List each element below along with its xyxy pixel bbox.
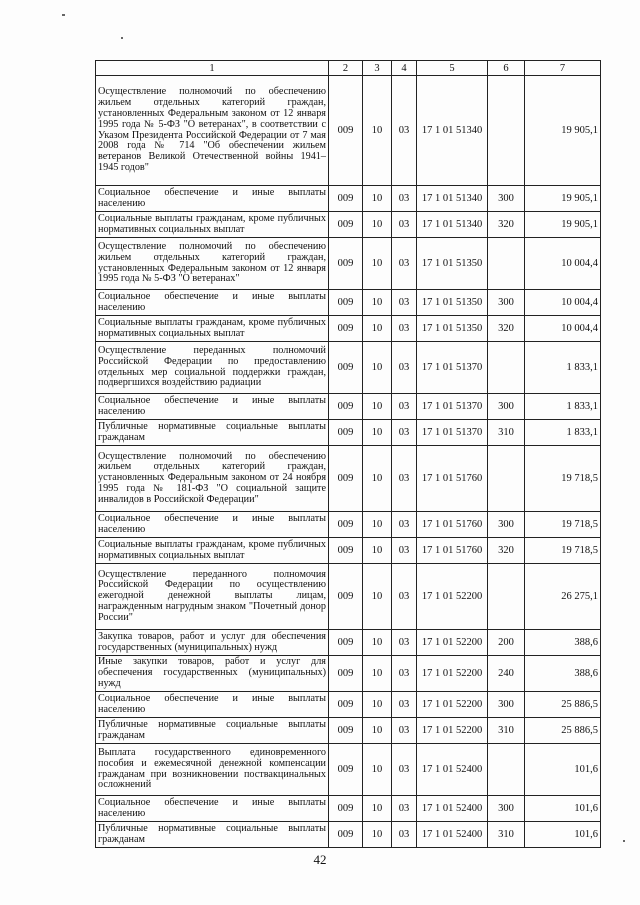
scan-speck [121, 37, 123, 39]
subsection-code: 03 [392, 796, 417, 822]
ministry-code: 009 [329, 656, 363, 692]
target-article-code: 17 1 01 51350 [417, 238, 488, 290]
table-row [96, 238, 601, 290]
ministry-code: 009 [329, 564, 363, 630]
section-code: 10 [363, 316, 392, 342]
target-article-code: 17 1 01 51340 [417, 76, 488, 186]
subsection-code: 03 [392, 76, 417, 186]
expense-type-code: 300 [488, 512, 525, 538]
subsection-code: 03 [392, 718, 417, 744]
ministry-code: 009 [329, 186, 363, 212]
ministry-code: 009 [329, 212, 363, 238]
expense-type-code: 300 [488, 796, 525, 822]
subsection-code: 03 [392, 420, 417, 446]
ministry-code: 009 [329, 394, 363, 420]
section-code: 10 [363, 238, 392, 290]
amount: 101,6 [525, 744, 601, 796]
ministry-code: 009 [329, 796, 363, 822]
subsection-code: 03 [392, 822, 417, 848]
amount: 101,6 [525, 796, 601, 822]
expense-type-code [488, 446, 525, 512]
row-description: Социальные выплаты гражданам, кроме публичных нормативных социальных выплат [96, 212, 329, 238]
table-row [96, 512, 601, 538]
expense-type-code: 320 [488, 538, 525, 564]
ministry-code: 009 [329, 822, 363, 848]
ministry-code: 009 [329, 538, 363, 564]
table-row [96, 212, 601, 238]
target-article-code: 17 1 01 52400 [417, 796, 488, 822]
section-code: 10 [363, 212, 392, 238]
section-code: 10 [363, 394, 392, 420]
row-description: Публичные нормативные социальные выплаты гражданам [96, 718, 329, 744]
amount: 388,6 [525, 656, 601, 692]
amount: 1 833,1 [525, 420, 601, 446]
row-description: Осуществление переданных полномочий Российской Федерации по предоставлению отдельных мер социальной поддержки граждан, подвергшихся воздействию радиации [96, 342, 329, 394]
amount: 10 004,4 [525, 238, 601, 290]
ministry-code: 009 [329, 76, 363, 186]
section-code: 10 [363, 630, 392, 656]
row-description: Публичные нормативные социальные выплаты гражданам [96, 822, 329, 848]
row-description: Социальное обеспечение и иные выплаты населению [96, 512, 329, 538]
table-row [96, 796, 601, 822]
expense-type-code: 320 [488, 212, 525, 238]
section-code: 10 [363, 692, 392, 718]
row-description: Социальное обеспечение и иные выплаты населению [96, 186, 329, 212]
section-code: 10 [363, 718, 392, 744]
target-article-code: 17 1 01 51350 [417, 316, 488, 342]
table-row [96, 744, 601, 796]
header-row [96, 61, 601, 76]
subsection-code: 03 [392, 186, 417, 212]
ministry-code: 009 [329, 718, 363, 744]
table-row [96, 538, 601, 564]
ministry-code: 009 [329, 630, 363, 656]
ministry-code: 009 [329, 512, 363, 538]
expense-type-code: 300 [488, 290, 525, 316]
ministry-code: 009 [329, 744, 363, 796]
amount: 10 004,4 [525, 316, 601, 342]
subsection-code: 03 [392, 212, 417, 238]
section-code: 10 [363, 656, 392, 692]
table-row [96, 76, 601, 186]
row-description: Осуществление полномочий по обеспечению жильем отдельных категорий граждан, установленных Федеральным законом от 12 января 1995 года № 5-ФЗ "О ветеранах", в соответствии с Указом Президента Российской Федерации от 7 мая 2008 года № 714 "Об обеспечении жильем ветеранов Великой Отечественной войны 1941–1945 годов" [96, 76, 329, 186]
target-article-code: 17 1 01 52200 [417, 718, 488, 744]
subsection-code: 03 [392, 342, 417, 394]
amount: 19 905,1 [525, 212, 601, 238]
expense-type-code: 320 [488, 316, 525, 342]
row-description: Закупка товаров, работ и услуг для обеспечения государственных (муниципальных) нужд [96, 630, 329, 656]
amount: 10 004,4 [525, 290, 601, 316]
row-description: Социальное обеспечение и иные выплаты населению [96, 796, 329, 822]
amount: 25 886,5 [525, 692, 601, 718]
expense-type-code: 200 [488, 630, 525, 656]
table-row [96, 186, 601, 212]
row-description: Осуществление полномочий по обеспечению жильем отдельных категорий граждан, установленных Федеральным законом от 24 ноября 1995 года № 181-ФЗ "О социальной защите инвалидов в Российской Федерации" [96, 446, 329, 512]
row-description: Осуществление переданного полномочия Российской Федерации по осуществлению ежегодной денежной выплаты лицам, награжденным нагрудным знаком "Почетный донор России" [96, 564, 329, 630]
expense-type-code: 300 [488, 692, 525, 718]
section-code: 10 [363, 290, 392, 316]
scan-speck [623, 840, 625, 842]
amount: 1 833,1 [525, 394, 601, 420]
section-code: 10 [363, 76, 392, 186]
expense-type-code: 310 [488, 822, 525, 848]
subsection-code: 03 [392, 446, 417, 512]
ministry-code: 009 [329, 342, 363, 394]
section-code: 10 [363, 512, 392, 538]
amount: 388,6 [525, 630, 601, 656]
ministry-code: 009 [329, 692, 363, 718]
expense-type-code [488, 342, 525, 394]
subsection-code: 03 [392, 316, 417, 342]
table-row [96, 822, 601, 848]
col-header-7: 7 [525, 61, 601, 76]
ministry-code: 009 [329, 316, 363, 342]
expense-type-code [488, 744, 525, 796]
subsection-code: 03 [392, 564, 417, 630]
subsection-code: 03 [392, 238, 417, 290]
subsection-code: 03 [392, 394, 417, 420]
section-code: 10 [363, 538, 392, 564]
ministry-code: 009 [329, 238, 363, 290]
target-article-code: 17 1 01 51340 [417, 212, 488, 238]
ministry-code: 009 [329, 446, 363, 512]
expense-type-code: 240 [488, 656, 525, 692]
col-header-5: 5 [417, 61, 488, 76]
row-description: Социальное обеспечение и иные выплаты населению [96, 394, 329, 420]
col-header-4: 4 [392, 61, 417, 76]
section-code: 10 [363, 420, 392, 446]
table-row [96, 656, 601, 692]
table-row [96, 394, 601, 420]
table-row [96, 290, 601, 316]
ministry-code: 009 [329, 290, 363, 316]
section-code: 10 [363, 796, 392, 822]
table-row [96, 564, 601, 630]
target-article-code: 17 1 01 52200 [417, 692, 488, 718]
scan-speck [62, 14, 65, 16]
budget-table [95, 60, 601, 848]
col-header-6: 6 [488, 61, 525, 76]
amount: 19 718,5 [525, 538, 601, 564]
row-description: Выплата государственного единовременного пособия и ежемесячной денежной компенсации гражданам при возникновении поствакцинальных осложнений [96, 744, 329, 796]
target-article-code: 17 1 01 51760 [417, 538, 488, 564]
amount: 19 905,1 [525, 186, 601, 212]
row-description: Публичные нормативные социальные выплаты гражданам [96, 420, 329, 446]
expense-type-code [488, 238, 525, 290]
table-row [96, 692, 601, 718]
row-description: Иные закупки товаров, работ и услуг для обеспечения государственных (муниципальных) нужд [96, 656, 329, 692]
expense-type-code: 310 [488, 420, 525, 446]
target-article-code: 17 1 01 52400 [417, 744, 488, 796]
row-description: Социальные выплаты гражданам, кроме публичных нормативных социальных выплат [96, 538, 329, 564]
target-article-code: 17 1 01 52400 [417, 822, 488, 848]
target-article-code: 17 1 01 51760 [417, 512, 488, 538]
table-row [96, 342, 601, 394]
expense-type-code: 310 [488, 718, 525, 744]
target-article-code: 17 1 01 52200 [417, 564, 488, 630]
target-article-code: 17 1 01 51370 [417, 342, 488, 394]
target-article-code: 17 1 01 51350 [417, 290, 488, 316]
target-article-code: 17 1 01 51340 [417, 186, 488, 212]
col-header-3: 3 [363, 61, 392, 76]
amount: 19 718,5 [525, 512, 601, 538]
subsection-code: 03 [392, 692, 417, 718]
subsection-code: 03 [392, 512, 417, 538]
table-row [96, 630, 601, 656]
amount: 19 905,1 [525, 76, 601, 186]
row-description: Социальное обеспечение и иные выплаты населению [96, 290, 329, 316]
expense-type-code: 300 [488, 186, 525, 212]
section-code: 10 [363, 564, 392, 630]
amount: 101,6 [525, 822, 601, 848]
target-article-code: 17 1 01 52200 [417, 656, 488, 692]
table-body [96, 76, 601, 848]
table-row [96, 446, 601, 512]
amount: 25 886,5 [525, 718, 601, 744]
amount: 1 833,1 [525, 342, 601, 394]
section-code: 10 [363, 186, 392, 212]
subsection-code: 03 [392, 744, 417, 796]
target-article-code: 17 1 01 51370 [417, 420, 488, 446]
section-code: 10 [363, 446, 392, 512]
table-row [96, 718, 601, 744]
section-code: 10 [363, 342, 392, 394]
row-description: Осуществление полномочий по обеспечению жильем отдельных категорий граждан, установленных Федеральным законом от 12 января 1995 года № 5-ФЗ "О ветеранах" [96, 238, 329, 290]
expense-type-code [488, 76, 525, 186]
row-description: Социальные выплаты гражданам, кроме публичных нормативных социальных выплат [96, 316, 329, 342]
ministry-code: 009 [329, 420, 363, 446]
page-number: 42 [313, 852, 327, 867]
expense-type-code [488, 564, 525, 630]
col-header-1: 1 [96, 61, 329, 76]
table-row [96, 420, 601, 446]
target-article-code: 17 1 01 51370 [417, 394, 488, 420]
amount: 26 275,1 [525, 564, 601, 630]
subsection-code: 03 [392, 656, 417, 692]
subsection-code: 03 [392, 538, 417, 564]
expense-type-code: 300 [488, 394, 525, 420]
section-code: 10 [363, 822, 392, 848]
amount: 19 718,5 [525, 446, 601, 512]
col-header-2: 2 [329, 61, 363, 76]
target-article-code: 17 1 01 52200 [417, 630, 488, 656]
subsection-code: 03 [392, 630, 417, 656]
row-description: Социальное обеспечение и иные выплаты населению [96, 692, 329, 718]
target-article-code: 17 1 01 51760 [417, 446, 488, 512]
subsection-code: 03 [392, 290, 417, 316]
section-code: 10 [363, 744, 392, 796]
table-row [96, 316, 601, 342]
